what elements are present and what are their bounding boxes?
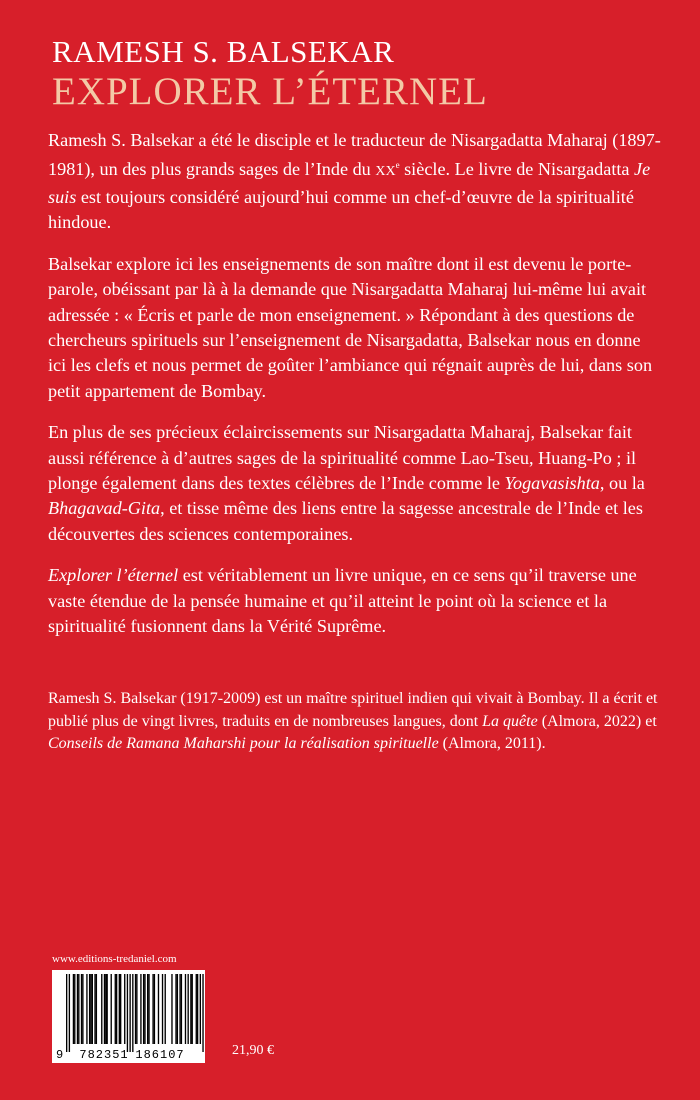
- barcode-bar: [66, 974, 67, 1052]
- author-bio: [48, 688, 663, 756]
- barcode-bar: [196, 974, 197, 1044]
- author-name: RAMESH S. BALSEKAR: [52, 34, 395, 69]
- barcode-bar: [135, 974, 136, 1044]
- paragraph-4: [48, 563, 663, 639]
- barcode-bar: [162, 974, 163, 1044]
- barcode-graphic: [52, 970, 205, 1063]
- barcode-bar: [104, 974, 105, 1044]
- barcode-bar: [152, 974, 153, 1044]
- bio-book-1: La quête: [482, 712, 538, 730]
- bio-book-2: Conseils de Ramana Maharshi pour la réalisation spirituelle: [48, 735, 439, 753]
- barcode-bar: [82, 974, 83, 1044]
- barcode-bar: [132, 974, 133, 1052]
- p1-century: XX: [375, 164, 396, 180]
- barcode-bar: [202, 974, 203, 1052]
- barcode-bar: [181, 974, 182, 1044]
- barcode-bar: [200, 974, 201, 1044]
- barcode-bar: [101, 974, 102, 1044]
- barcode-bar: [171, 974, 172, 1044]
- p3-text-title-2: Bhagavad-Gita: [48, 498, 161, 519]
- barcode-bar: [147, 974, 148, 1044]
- p1-text-c: est toujours considéré aujourd’hui comme un chef-d’œuvre de la spiritualité hindoue.: [48, 186, 634, 233]
- barcode-left-digits: 782351: [79, 1048, 129, 1062]
- p1-century-sup: e: [395, 160, 400, 171]
- barcode-bar: [73, 974, 74, 1044]
- barcode-first-digit: 9: [56, 1048, 64, 1062]
- barcode-bar: [90, 974, 91, 1044]
- barcode-bar: [197, 974, 198, 1044]
- barcode-bar: [86, 974, 87, 1044]
- bio-text-a: Ramesh S. Balsekar (1917-2009) est un maître spirituel indien qui vivait à Bombay. Il a écrit et publié plus de vingt livres, traduits en de nombreuses langues, dont: [48, 690, 658, 730]
- paragraph-1: [48, 128, 663, 236]
- barcode-bar: [111, 974, 112, 1044]
- p1-text-a: Ramesh S. Balsekar a été le disciple et le traducteur de Nisargadatta Maharaj (1897-1981), un des plus grands sages de l’Inde du: [48, 130, 661, 180]
- barcode-bar: [136, 974, 137, 1044]
- barcode-bar: [119, 974, 120, 1044]
- barcode-bar: [92, 974, 93, 1044]
- p1-text-b: siècle. Le livre de Nisargadatta: [399, 159, 635, 180]
- publisher-website: www.editions-tredaniel.com: [52, 953, 177, 965]
- barcode-bar: [177, 974, 178, 1044]
- barcode-bar: [78, 974, 79, 1044]
- paragraph-2: Balsekar explore ici les enseignements de son maître dont il est devenu le porte-parole, obéissant par là à la demande que Nisargadatta Maharaj lui-même lui avait adressée : « Écris et parle de mon enseignement. » Répondant à des questions de chercheurs spirituels sur l’enseignement de Nisargadatta, Balsekar nous en donne ici les clefs et nous permet de goûter l’ambiance qui régnait auprès de lui, dans son petit appartement de Bombay.: [48, 253, 653, 401]
- paragraph-3: [48, 420, 663, 547]
- barcode-bar: [154, 974, 155, 1044]
- barcode-bar: [165, 974, 166, 1044]
- barcode-bar: [192, 974, 193, 1044]
- p4-book-title: Explorer l’éternel: [48, 565, 179, 586]
- barcode-bar: [158, 974, 159, 1044]
- barcode-bar: [129, 974, 130, 1052]
- barcode-bar: [143, 974, 144, 1044]
- barcode-bar: [96, 974, 97, 1044]
- p1-book-title: Je suis: [48, 159, 651, 207]
- barcode-bar: [140, 974, 141, 1044]
- barcode-bar: [69, 974, 70, 1052]
- p3-text-title-1: Yogavasishta: [504, 472, 600, 493]
- barcode-bar: [89, 974, 90, 1044]
- barcode-bar: [74, 974, 75, 1044]
- barcode-right-digits: 186107: [135, 1048, 185, 1062]
- isbn-barcode: [52, 970, 205, 1063]
- barcode-bar: [124, 974, 125, 1044]
- barcode-bar: [127, 974, 128, 1052]
- bio-paragraph: [48, 688, 663, 756]
- barcode-bar: [185, 974, 186, 1044]
- p3-text-b: , ou la: [599, 472, 645, 493]
- barcode-bar: [105, 974, 106, 1044]
- barcode-bar: [179, 974, 180, 1044]
- book-title: EXPLORER L’ÉTERNEL: [52, 70, 488, 113]
- barcode-bar: [120, 974, 121, 1044]
- barcode-bar: [148, 974, 149, 1044]
- barcode-bar: [107, 974, 108, 1044]
- barcode-bar: [116, 974, 117, 1044]
- barcode-bar: [115, 974, 116, 1044]
- barcode-bar: [144, 974, 145, 1044]
- price: 21,90 €: [232, 1043, 274, 1058]
- barcode-bar: [190, 974, 191, 1044]
- bio-text-c: (Almora, 2011).: [438, 735, 546, 753]
- blurb: [48, 128, 663, 655]
- p4-text-a: est véritablement un livre unique, en ce sens qu’il traverse une vaste étendue de la pensée humaine et qu’il atteint le point où la science et la spiritualité fusionnent dans la Vérité Suprême.: [48, 565, 637, 636]
- barcode-bar: [188, 974, 189, 1044]
- barcode-bar: [175, 974, 176, 1044]
- barcode-bar: [81, 974, 82, 1044]
- p3-text-a: En plus de ses précieux éclaircissements sur Nisargadatta Maharaj, Balsekar fait aussi référence à d’autres sages de la spiritualité comme Lao-Tseu, Huang-Po ; il plonge également dans des textes célèbres de l’Inde comme le: [48, 422, 637, 493]
- barcode-bar: [77, 974, 78, 1044]
- p3-text-c: , et tisse même des liens entre la sagesse ancestrale de l’Inde et les découvertes des sciences contemporaines.: [48, 498, 643, 544]
- barcode-bar: [94, 974, 95, 1044]
- bio-text-b: (Almora, 2022) et: [537, 712, 657, 730]
